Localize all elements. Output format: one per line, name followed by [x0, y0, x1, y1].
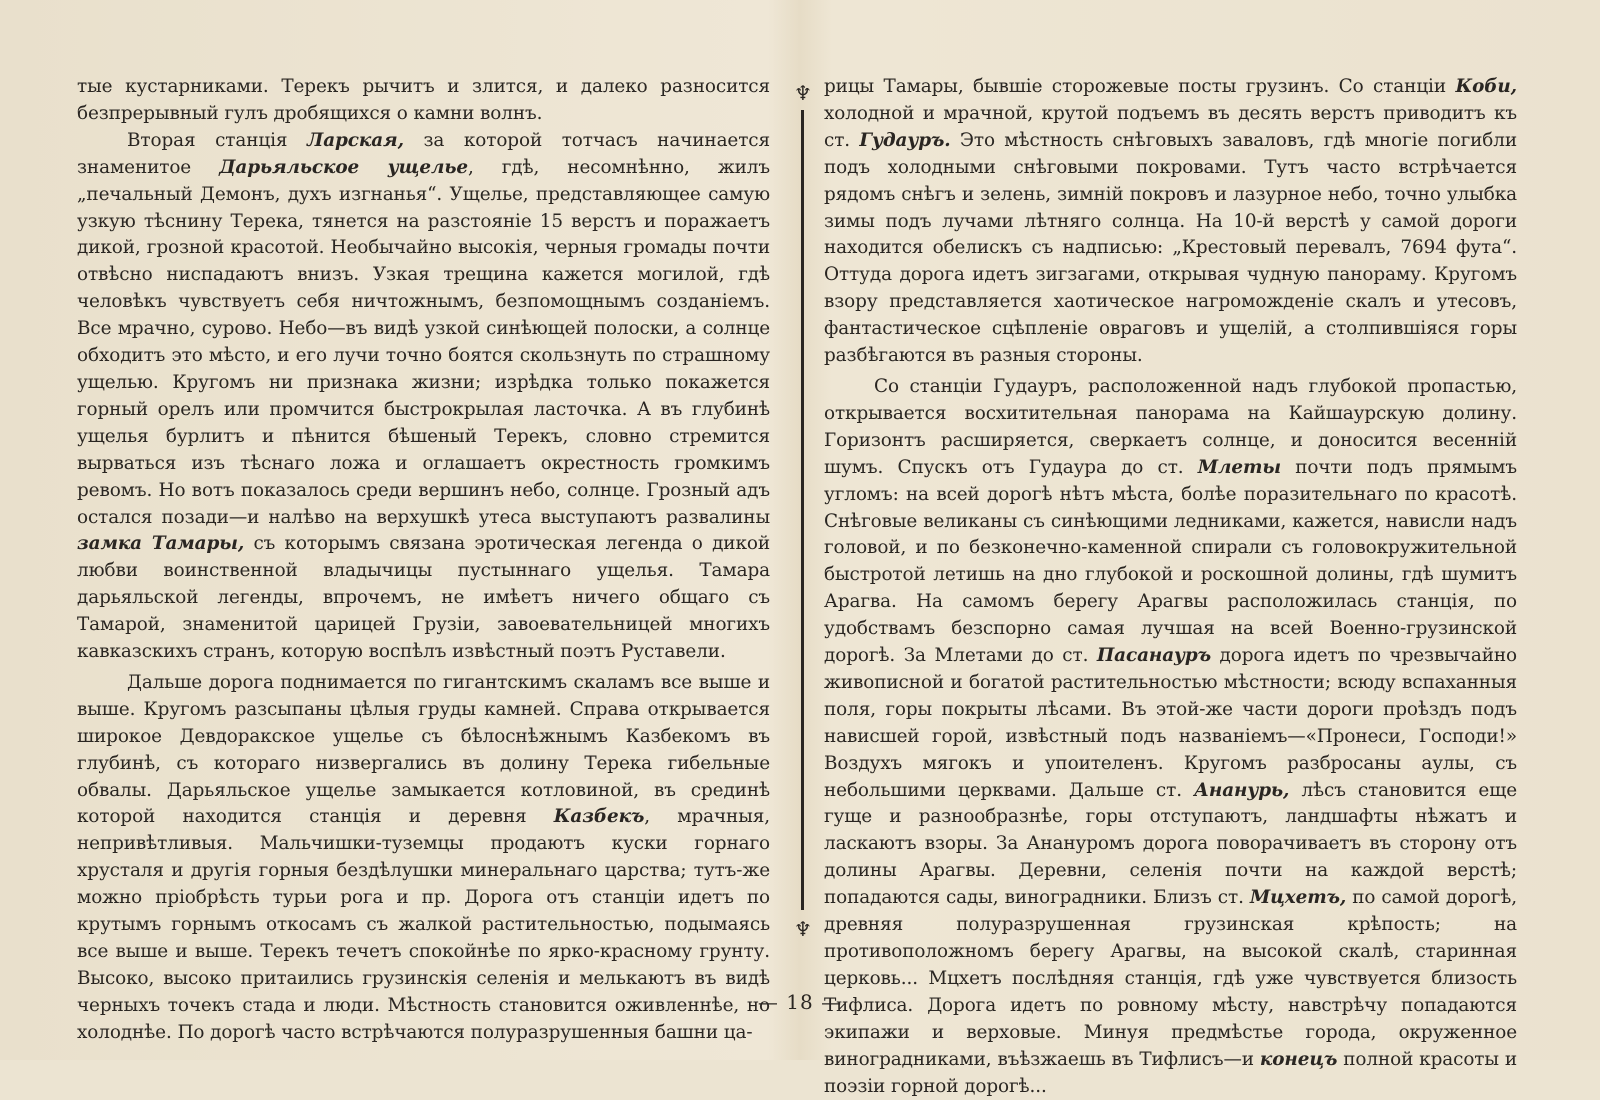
ornament-icon: ♆ [794, 81, 812, 105]
text-run: за которой тотчасъ начинается знаменитое [77, 129, 770, 178]
place-name: Мцхетъ, [1249, 887, 1347, 909]
paragraph: тые кустарниками. Терекъ рычитъ и злится, и далеко разносится безпрерывный гулъ дробящихся о камни волнъ. [77, 76, 770, 124]
text-run: дорога идетъ по чрезвычайно живописной и богатой растительностью мѣстности; всюду вспаханныя поля, горы покрыты лѣсами. Въ этой-же части дороги проѣздъ подъ нависшей горой, извѣстный подъ названіемъ—«Пронеси, Господи!» Воздухъ мягокъ и упоителенъ. Кругомъ разбросаны аулы, съ небольшими церквами. Дальше ст. [824, 645, 1517, 801]
place-name: Ларская, [307, 129, 404, 151]
left-column [77, 74, 770, 1047]
text-run: по самой дорогѣ, древняя полуразрушенная грузинская крѣпость; на противоположномъ берегу Арагвы, на высокой скалѣ, старинная церковь... Мцхетъ послѣдняя станція, гдѣ уже чувствуется близость Тифлиса. Дорога идетъ по ровному мѣсту, навстрѣчу попадаются экипажи и верховые. Минуя предмѣстье города, окруженное виноградниками, въѣзжаешь въ Тифлисъ—и [824, 887, 1517, 1070]
paragraph [824, 74, 1517, 370]
paragraph [77, 128, 770, 666]
divider-rule [801, 110, 804, 910]
text-run: Со станціи Гудауръ, расположенной надъ глубокой пропастью, открывается восхитительная панорама на Кайшаурскую долину. Горизонтъ расширяется, сверкаетъ солнце, и доносится весенній шумъ. Спускъ отъ Гудаура до ст. [824, 375, 1517, 478]
paragraph [824, 374, 1517, 1100]
place-name: Ананурь, [1194, 779, 1290, 801]
place-name: Казбекъ [553, 806, 645, 828]
paragraph [77, 670, 770, 1047]
text-run: , гдѣ, несомнѣнно, жилъ „печальный Демонъ, духъ изгнанья“. Ущелье, представляющее самую узкую тѣснину Терека, тянется на разстояніе 15 верстъ и поражаетъ дикой, грозной красотой. Необычайно высокія, черныя громады почти отвѣсно ниспадаютъ внизъ. Узкая трещина кажется могилой, гдѣ человѣкъ чувствуетъ себя ничтожнымъ, безпомощнымъ созданіемъ. Все мрачно, сурово. Небо—въ видѣ узкой синѣющей полоски, а солнце обходитъ это мѣсто, и его лучи точно боятся скользнуть по страшному ущелью. Кругомъ ни признака жизни; изрѣдка только покажется горный орелъ или промчится быстрокрылая ласточка. А въ глубинѣ ущелья бурлитъ и пѣнится бѣшеный Терекъ, словно стремится вырваться изъ тѣснаго ложа и оглашаетъ окрестность громкимъ ревомъ. Но вотъ показалось среди вершинъ небо, солнце. Грозный адъ остался позади—и налѣво на верхушкѣ утеса выступаютъ развалины [77, 156, 770, 528]
text-run: рицы Тамары, бывшіе сторожевые посты грузинъ. Со станціи [824, 76, 1456, 97]
place-name: Коби, [1455, 76, 1517, 97]
place-name: Дарьяльское ущелье [219, 156, 468, 178]
text-run: съ которымъ связана эротическая легенда о дикой любви воинственной владычицы пустыннаго ущелья. Тамара дарьяльской легенды, впрочемъ, не имѣетъ ничего общаго съ Тамарой, знаменитой царицей Грузіи, завоевательницей многихъ кавказскихъ странъ, которую воспѣлъ извѣстный поэтъ Руставели. [77, 533, 770, 663]
text-run: почти подъ прямымъ угломъ: на всей дорогѣ нѣтъ мѣста, болѣе поразительнаго по красотѣ. Снѣговые великаны съ синѣющими ледниками, кажется, нависли надъ головой, и по безконечно-каменной спирали съ головокружительной быстротой летишь на дно глубокой и роскошной долины, гдѣ шумитъ Арагва. На самомъ берегу Арагвы расположилась станція, по удобствамъ безспорно самая лучшая на всей Военно-грузинской дорогѣ. За Млетами до ст. [824, 456, 1517, 667]
right-column [824, 74, 1517, 1100]
ornament-icon: ♆ [794, 917, 812, 941]
place-name: Млеты [1197, 456, 1281, 478]
place-name: замка Тамары, [77, 533, 245, 555]
place-name: Гудауръ. [859, 129, 951, 151]
place-name: конецъ [1259, 1048, 1338, 1070]
text-run: холодной и мрачной, крутой подъемъ въ десять верстъ приводитъ къ ст. [824, 102, 1517, 151]
place-name: Пасанауръ [1096, 645, 1211, 667]
text-run: Дальше дорога поднимается по гигантскимъ скаламъ все выше и выше. Кругомъ разсыпаны цѣлыя груды камней. Справа открывается широкое Девдоракское ущелье съ бѣлоснѣжнымъ Казбекомъ въ глубинѣ, съ котораго низвергались въ долину Терека гибельные обвалы. Дарьяльское ущелье замыкается котловиной, въ срединѣ которой находится станція и деревня [77, 671, 770, 828]
text-run: , мрачныя, непривѣтливыя. Мальчишки-туземцы продаютъ куски горнаго хрусталя и другія горныя бездѣлушки минеральнаго царства; тутъ-же можно пріобрѣсть турьи рога и пр. Дорога отъ станціи идетъ по крутымъ горнымъ откосамъ съ жалкой растительностью, подымаясь все выше и выше. Терекъ течетъ спокойнѣе по ярко-красному грунту. Высоко, высоко притаились грузинскія селенія и мелькаютъ въ видѣ черныхъ точекъ стада и люди. Мѣстность становится оживленнѣе, но холоднѣе. По дорогѣ часто встрѣчаются полуразрушенныя башни ца- [77, 806, 770, 1043]
text-run: лѣсъ становится еще гуще и разнообразнѣе, горы отступаютъ, ландшафты нѣжатъ и ласкаютъ взоры. За Анануромъ дорога поворачиваетъ въ сторону отъ долины Арагвы. Деревни, селенія почти на каждой верстѣ; попадаются сады, виноградники. Близъ ст. [824, 779, 1517, 909]
text-run: Это мѣстность снѣговыхъ заваловъ, гдѣ многіе погибли подъ холодными снѣговыми покровами. Тутъ часто встрѣчается рядомъ снѣгъ и зелень, зимній покровъ и лазурное небо, точно улыбка зимы подъ лучами лѣтняго солнца. На 10-й верстѣ у самой дороги находится обелискъ съ надписью: „Крестовый перевалъ, 7694 фута“. Оттуда дорога идетъ зигзагами, открывая чудную панораму. Кругомъ взору представляется хаотическое нагроможденіе скалъ и утесовъ, фантастическое сцѣпленіе овраговъ и ущелій, а столпившіяся горы разбѣгаются въ разныя стороны. [824, 129, 1517, 367]
page-number: — 18 — [757, 990, 843, 1014]
column-divider [794, 80, 810, 942]
text-run: полной красоты и поэзіи горной дорогѣ... [824, 1048, 1518, 1097]
text-run: Вторая станція [127, 129, 308, 151]
